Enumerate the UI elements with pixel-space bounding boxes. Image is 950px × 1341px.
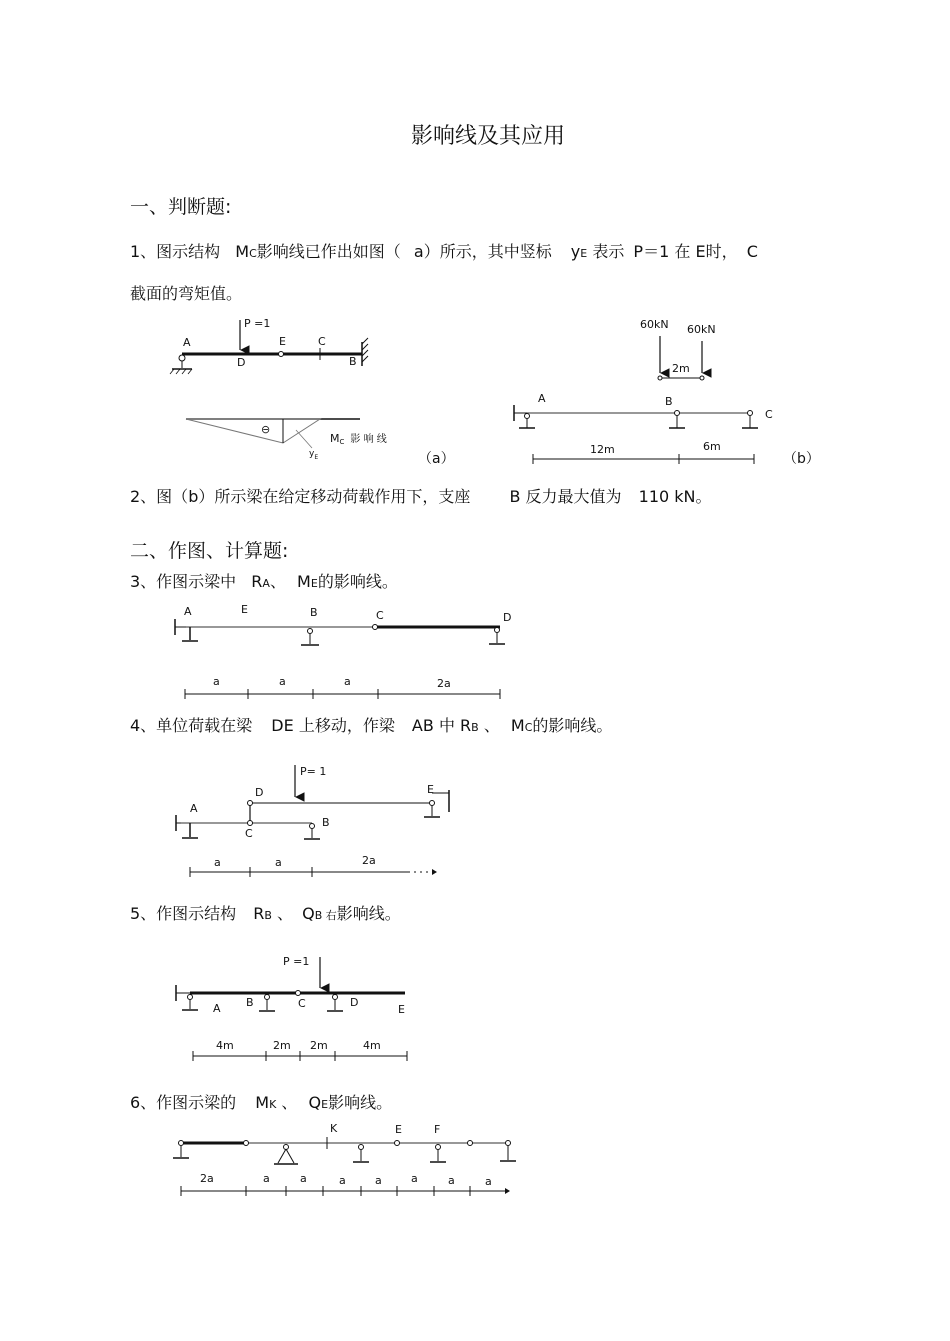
support-a: [170, 355, 192, 374]
label-b: B: [665, 395, 673, 408]
dim-2a: 2a: [200, 1172, 214, 1185]
load-label: P= 1: [300, 765, 327, 778]
support-d: [489, 628, 505, 645]
load-2-label: 60kN: [687, 323, 716, 336]
dim-a-4: a: [375, 1174, 382, 1187]
dim-4m-1: 4m: [216, 1039, 234, 1052]
dim-a-2: a: [275, 856, 282, 869]
dim-a-3: a: [344, 675, 351, 688]
dim-arrow: [432, 869, 437, 875]
hinge-c: [248, 821, 253, 826]
label-d: D: [503, 611, 512, 624]
label-a: A: [190, 802, 198, 815]
label-d: D: [255, 786, 264, 799]
dim-2m-2: 2m: [310, 1039, 328, 1052]
ye-leader: [296, 430, 312, 448]
support-right: [500, 1146, 516, 1161]
label-a: A: [184, 605, 192, 618]
figure-5: [176, 955, 407, 1061]
question-1-line-2: 截面的弯矩值。: [130, 284, 243, 303]
question-4: 4、单位荷载在梁 DE 上移动，作梁 AB 中 RB 、 MC的影响线。: [130, 716, 613, 735]
label-c: C: [318, 335, 326, 348]
support-a: [176, 815, 198, 838]
label-b: B: [349, 355, 357, 368]
figure-6: [173, 1122, 516, 1196]
dim-a-6: a: [448, 1174, 455, 1187]
label-c: C: [245, 827, 253, 840]
question-1-line-1: 1、图示结构 MC影响线已作出如图（ a）所示，其中竖标 yE 表示 P＝1 在 E时， C: [130, 242, 758, 261]
mc-label: $M_C$ 影 响 线: [330, 432, 387, 446]
hinge-e: [279, 352, 284, 357]
dim-a-2: a: [300, 1172, 307, 1185]
dim-2a: 2a: [362, 854, 376, 867]
label-k: K: [330, 1122, 338, 1135]
load-wheel: [700, 376, 704, 380]
figure-3: [175, 603, 511, 699]
section-2-heading: 二、作图、计算题:: [130, 540, 289, 562]
label-a: A: [213, 1002, 221, 1015]
dim-a-3: a: [339, 1174, 346, 1187]
clamp-hatch: [362, 338, 368, 362]
load-label: P =1: [244, 317, 271, 330]
figure-4: [176, 765, 449, 877]
label-d: D: [350, 996, 359, 1009]
support-left: [173, 1146, 189, 1158]
label-e: E: [398, 1003, 405, 1016]
load-label: P =1: [283, 955, 310, 968]
dim-6m: 6m: [703, 440, 721, 453]
ye-label: $y_E$: [309, 449, 319, 461]
dim-a-5: a: [411, 1172, 418, 1185]
figure-b: [514, 318, 820, 467]
section-1-heading: 一、判断题:: [130, 196, 232, 218]
caption-b: （b）: [783, 451, 820, 467]
dim-a-1: a: [263, 1172, 270, 1185]
support-b: [301, 629, 319, 646]
support-f: [430, 1145, 446, 1163]
question-6: 6、作图示梁的 MK 、 QE影响线。: [130, 1093, 393, 1112]
support-a: [514, 405, 535, 428]
support-b: [304, 824, 320, 840]
label-c: C: [765, 408, 773, 421]
label-b: B: [322, 816, 330, 829]
dim-2m-1: 2m: [273, 1039, 291, 1052]
dim-a-7: a: [485, 1175, 492, 1188]
label-c: C: [376, 609, 384, 622]
label-c: C: [298, 997, 306, 1010]
support-d: [327, 995, 343, 1012]
hinge-c: [373, 625, 378, 630]
dim-12m: 12m: [590, 443, 615, 456]
influence-area: [186, 419, 320, 443]
label-e: E: [427, 783, 434, 796]
label-a: A: [183, 336, 191, 349]
label-a: A: [538, 392, 546, 405]
support-a: [176, 985, 198, 1010]
dim-a-1: a: [213, 675, 220, 688]
caption-a: （a）: [418, 451, 455, 467]
dim-a-2: a: [279, 675, 286, 688]
minus-sign: ⊖: [261, 423, 271, 436]
hinge-d: [248, 801, 253, 806]
support-a: [175, 619, 198, 641]
question-5: 5、作图示结构 RB 、 QB 右影响线。: [130, 904, 401, 923]
load-wheel: [658, 376, 662, 380]
question-2: 2、图（b）所示梁在给定移动荷载作用下，支座 B 反力最大值为 110 kN。: [130, 487, 712, 506]
label-e: E: [279, 335, 286, 348]
load-1-label: 60kN: [640, 318, 669, 331]
support-pin: [274, 1145, 298, 1165]
label-f: F: [434, 1123, 441, 1136]
label-b: B: [246, 996, 254, 1009]
dim-2a: 2a: [437, 677, 451, 690]
support-mid: [353, 1145, 369, 1163]
dim-a-1: a: [214, 856, 221, 869]
spacing-label: 2m: [672, 362, 690, 375]
figure-a: [170, 317, 455, 467]
dim-4m-2: 4m: [363, 1039, 381, 1052]
hinge-c: [296, 991, 301, 996]
label-b: B: [310, 606, 318, 619]
question-3: 3、作图示梁中 RA、 ME的影响线。: [130, 572, 398, 591]
label-e: E: [241, 603, 248, 616]
label-d: D: [237, 356, 246, 369]
label-e: E: [395, 1123, 402, 1136]
dim-arrow: [505, 1188, 510, 1194]
support-b: [259, 995, 275, 1012]
page-title: 影响线及其应用: [411, 124, 566, 149]
